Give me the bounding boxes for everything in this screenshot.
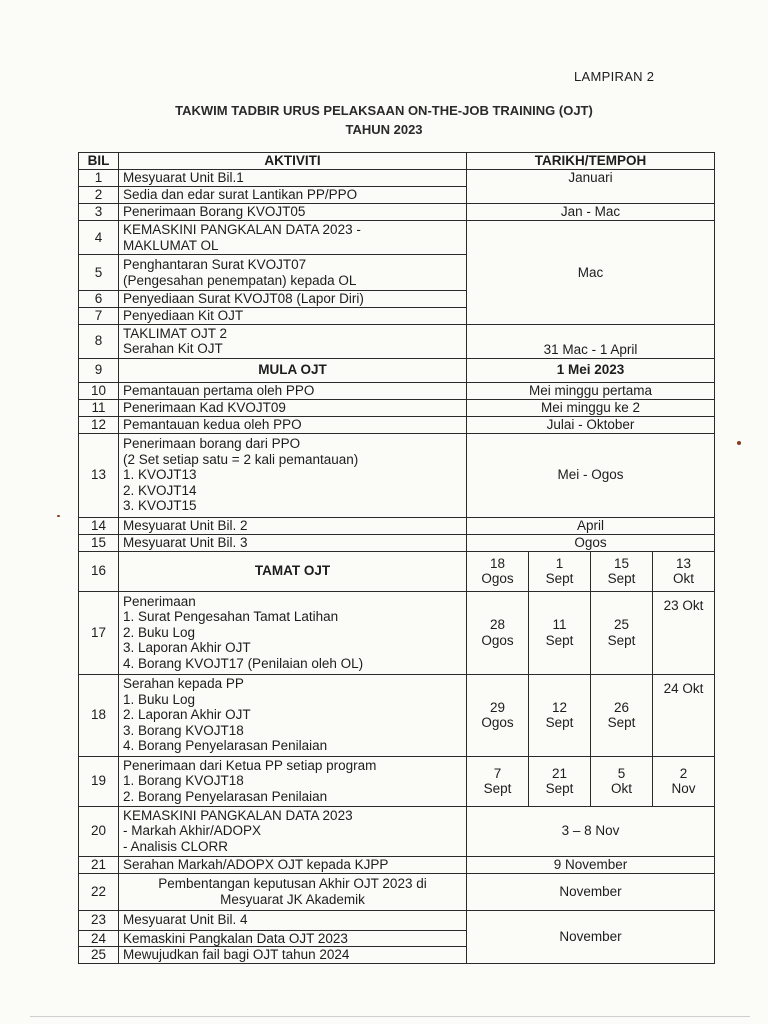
activity-cell: Mesyuarat Unit Bil.1 xyxy=(119,170,467,187)
row-number: 1 xyxy=(79,170,119,187)
activity-line: Pembentangan keputusan Akhir OJT 2023 di xyxy=(158,876,427,891)
date-line: Ogos xyxy=(481,632,514,648)
activity-cell xyxy=(119,873,467,910)
activity-line: 3. KVOJT15 xyxy=(123,498,197,514)
date-range-cell: Julai - Oktober xyxy=(467,416,715,433)
activity-line: (Pengesahan penempatan) kepada OL xyxy=(123,272,357,288)
table-row xyxy=(79,221,715,255)
row-number: 3 xyxy=(79,204,119,221)
page-edge-line xyxy=(30,1016,750,1017)
table-row xyxy=(79,416,715,433)
date-cell xyxy=(529,551,591,591)
activity-line: TAKLIMAT OJT 2 xyxy=(123,325,228,341)
date-cell xyxy=(529,591,591,674)
date-line: 1 xyxy=(555,555,564,571)
activity-cell: Penyediaan Surat KVOJT08 (Lapor Diri) xyxy=(119,291,467,308)
date-line: 18 xyxy=(489,555,506,571)
activity-line: 2. KVOJT14 xyxy=(123,482,197,498)
table-header-row xyxy=(79,153,715,170)
row-number: 2 xyxy=(79,187,119,204)
activity-line: Penerimaan dari Ketua PP setiap program xyxy=(123,757,377,773)
date-line: Sept xyxy=(607,632,636,648)
activity-cell: Penerimaan Kad KVOJT09 xyxy=(119,399,467,416)
document-year: TAHUN 2023 xyxy=(345,122,423,137)
date-line: Okt xyxy=(672,571,694,586)
header-tarikh: TARIKH/TEMPOH xyxy=(467,153,715,170)
activity-cell xyxy=(119,674,467,756)
activity-cell xyxy=(119,591,467,674)
table-row xyxy=(79,674,715,756)
activity-line: 3. Laporan Akhir OJT xyxy=(123,640,251,656)
table-row xyxy=(79,399,715,416)
activity-line: Serahan Kit OJT xyxy=(123,341,223,356)
date-range-cell: 1 Mei 2023 xyxy=(467,358,715,382)
row-number: 9 xyxy=(79,358,119,382)
date-line: 15 xyxy=(613,555,630,571)
date-line: 23 Okt xyxy=(663,597,704,613)
activity-line: 1. Surat Pengesahan Tamat Latihan xyxy=(123,609,339,625)
date-cell xyxy=(529,674,591,756)
date-cell xyxy=(529,756,591,806)
date-line: Okt xyxy=(610,781,632,796)
date-cell xyxy=(591,591,653,674)
activity-line: (2 Set setiap satu = 2 kali pemantauan) xyxy=(123,451,359,467)
activity-cell: Pemantauan pertama oleh PPO xyxy=(119,382,467,399)
row-number: 25 xyxy=(79,947,119,964)
date-cell xyxy=(467,674,529,756)
date-line: Sept xyxy=(545,632,574,648)
date-line: 29 xyxy=(489,699,506,715)
activity-cell: Kemaskini Pangkalan Data OJT 2023 xyxy=(119,930,467,947)
activity-cell: Mesyuarat Unit Bil. 3 xyxy=(119,534,467,551)
activity-cell: Pemantauan kedua oleh PPO xyxy=(119,416,467,433)
date-line: Sept xyxy=(545,715,574,730)
activity-cell xyxy=(119,806,467,856)
table-row xyxy=(79,324,715,358)
table-row xyxy=(79,358,715,382)
activity-cell xyxy=(119,756,467,806)
row-number: 5 xyxy=(79,255,119,291)
table-row xyxy=(79,517,715,534)
header-aktiviti: AKTIVITI xyxy=(119,153,467,170)
date-line: 5 xyxy=(617,765,626,781)
date-line: Sept xyxy=(545,781,574,796)
date-line: Sept xyxy=(607,571,636,586)
date-cell xyxy=(653,551,715,591)
activity-cell: MULA OJT xyxy=(119,358,467,382)
row-number: 4 xyxy=(79,221,119,255)
date-line: 12 xyxy=(551,699,568,715)
date-line: 28 xyxy=(489,617,506,632)
row-number: 8 xyxy=(79,324,119,358)
date-range-cell: Mei - Ogos xyxy=(467,433,715,517)
table-row xyxy=(79,534,715,551)
row-number: 13 xyxy=(79,433,119,517)
activity-line: Mesyuarat JK Akademik xyxy=(220,891,365,907)
row-number: 21 xyxy=(79,856,119,873)
activity-cell: TAMAT OJT xyxy=(119,551,467,591)
activity-line: 2. Borang Penyelarasan Penilaian xyxy=(123,788,328,804)
date-range-cell: 3 – 8 Nov xyxy=(467,806,715,856)
date-line: 13 xyxy=(675,555,692,571)
date-cell xyxy=(653,591,715,674)
row-number: 22 xyxy=(79,873,119,910)
activity-line: 2. Laporan Akhir OJT xyxy=(123,707,251,723)
row-number: 10 xyxy=(79,382,119,399)
activity-line: 4. Borang Penyelarasan Penilaian xyxy=(123,738,328,754)
date-line: Sept xyxy=(607,715,636,730)
activity-cell: Sedia dan edar surat Lantikan PP/PPO xyxy=(119,187,467,204)
date-line: 24 Okt xyxy=(663,680,704,696)
activity-line: Serahan kepada PP xyxy=(123,676,244,692)
date-line: 26 xyxy=(613,699,630,715)
date-line: 11 xyxy=(552,617,567,632)
date-range-cell: November xyxy=(467,873,715,910)
activity-cell xyxy=(119,255,467,291)
activity-line: 1. Buku Log xyxy=(123,691,196,707)
date-line: 25 xyxy=(613,617,630,632)
table-row xyxy=(79,433,715,517)
row-number: 11 xyxy=(79,399,119,416)
date-cell xyxy=(467,591,529,674)
row-number: 20 xyxy=(79,806,119,856)
row-number: 17 xyxy=(79,591,119,674)
date-cell xyxy=(467,551,529,591)
row-number: 19 xyxy=(79,756,119,806)
row-number: 16 xyxy=(79,551,119,591)
table-row xyxy=(79,591,715,674)
ink-speck xyxy=(57,515,60,517)
table-row xyxy=(79,204,715,221)
date-cell xyxy=(653,756,715,806)
table-row xyxy=(79,856,715,873)
date-line: Sept xyxy=(483,781,512,796)
date-range-cell: Januari xyxy=(467,170,715,204)
date-cell xyxy=(653,674,715,756)
date-line: Sept xyxy=(545,571,574,586)
table-row xyxy=(79,910,715,930)
table-row xyxy=(79,806,715,856)
date-cell xyxy=(591,756,653,806)
activity-line: MAKLUMAT OL xyxy=(123,237,219,253)
activity-cell: Serahan Markah/ADOPX OJT kepada KJPP xyxy=(119,856,467,873)
row-number: 18 xyxy=(79,674,119,756)
row-number: 24 xyxy=(79,930,119,947)
table-row xyxy=(79,551,715,591)
activity-line: 1. KVOJT13 xyxy=(123,467,197,483)
date-line: 2 xyxy=(679,765,688,781)
activity-line: Penghantaran Surat KVOJT07 xyxy=(123,257,307,272)
activity-line: 1. Borang KVOJT18 xyxy=(123,773,244,789)
table-row xyxy=(79,873,715,910)
activity-cell: Mesyuarat Unit Bil. 2 xyxy=(119,517,467,534)
activity-line: - Analisis CLORR xyxy=(123,838,229,854)
date-range-cell: Ogos xyxy=(467,534,715,551)
activity-cell xyxy=(119,324,467,358)
date-cell xyxy=(467,756,529,806)
activity-line: 2. Buku Log xyxy=(123,624,196,640)
row-number: 15 xyxy=(79,534,119,551)
activity-cell: Penyediaan Kit OJT xyxy=(119,307,467,324)
row-number: 7 xyxy=(79,307,119,324)
activity-line: Penerimaan xyxy=(123,593,196,609)
document-title: TAKWIM TADBIR URUS PELAKSAAN ON-THE-JOB TRAINING (OJT) xyxy=(175,103,593,118)
row-number: 23 xyxy=(79,910,119,930)
date-range-cell: Jan - Mac xyxy=(467,204,715,221)
activity-cell: Mewujudkan fail bagi OJT tahun 2024 xyxy=(119,947,467,964)
date-range-cell: 9 November xyxy=(467,856,715,873)
table-row xyxy=(79,382,715,399)
date-line: 7 xyxy=(493,765,502,781)
date-cell xyxy=(591,674,653,756)
activity-line: - Markah Akhir/ADOPX xyxy=(123,823,262,839)
lampiran-label: LAMPIRAN 2 xyxy=(574,69,655,84)
activity-line: KEMASKINI PANGKALAN DATA 2023 xyxy=(123,807,353,823)
ink-speck xyxy=(737,441,741,445)
activity-line: KEMASKINI PANGKALAN DATA 2023 - xyxy=(123,222,361,237)
date-range-cell: Mei minggu pertama xyxy=(467,382,715,399)
activity-cell: Penerimaan Borang KVOJT05 xyxy=(119,204,467,221)
row-number: 6 xyxy=(79,291,119,308)
table-row xyxy=(79,756,715,806)
date-range-cell: Mei minggu ke 2 xyxy=(467,399,715,416)
activity-line: 3. Borang KVOJT18 xyxy=(123,722,244,738)
date-range-cell: Mac xyxy=(467,221,715,325)
activity-cell xyxy=(119,433,467,517)
date-line: Ogos xyxy=(481,715,514,730)
activity-cell: Mesyuarat Unit Bil. 4 xyxy=(119,910,467,930)
date-line: Ogos xyxy=(481,571,514,586)
date-range-cell: April xyxy=(467,517,715,534)
row-number: 12 xyxy=(79,416,119,433)
activity-cell xyxy=(119,221,467,255)
header-bil: BIL xyxy=(79,153,119,170)
activity-line: 4. Borang KVOJT17 (Penilaian oleh OL) xyxy=(123,655,364,671)
activity-line: Penerimaan borang dari PPO xyxy=(123,436,301,452)
date-range-cell: November xyxy=(467,910,715,963)
row-number: 14 xyxy=(79,517,119,534)
date-range-cell: 31 Mac - 1 April xyxy=(467,324,715,358)
table-row xyxy=(79,170,715,187)
date-line: Nov xyxy=(671,781,696,796)
date-line: 21 xyxy=(551,765,568,781)
date-cell xyxy=(591,551,653,591)
schedule-table xyxy=(78,152,715,964)
